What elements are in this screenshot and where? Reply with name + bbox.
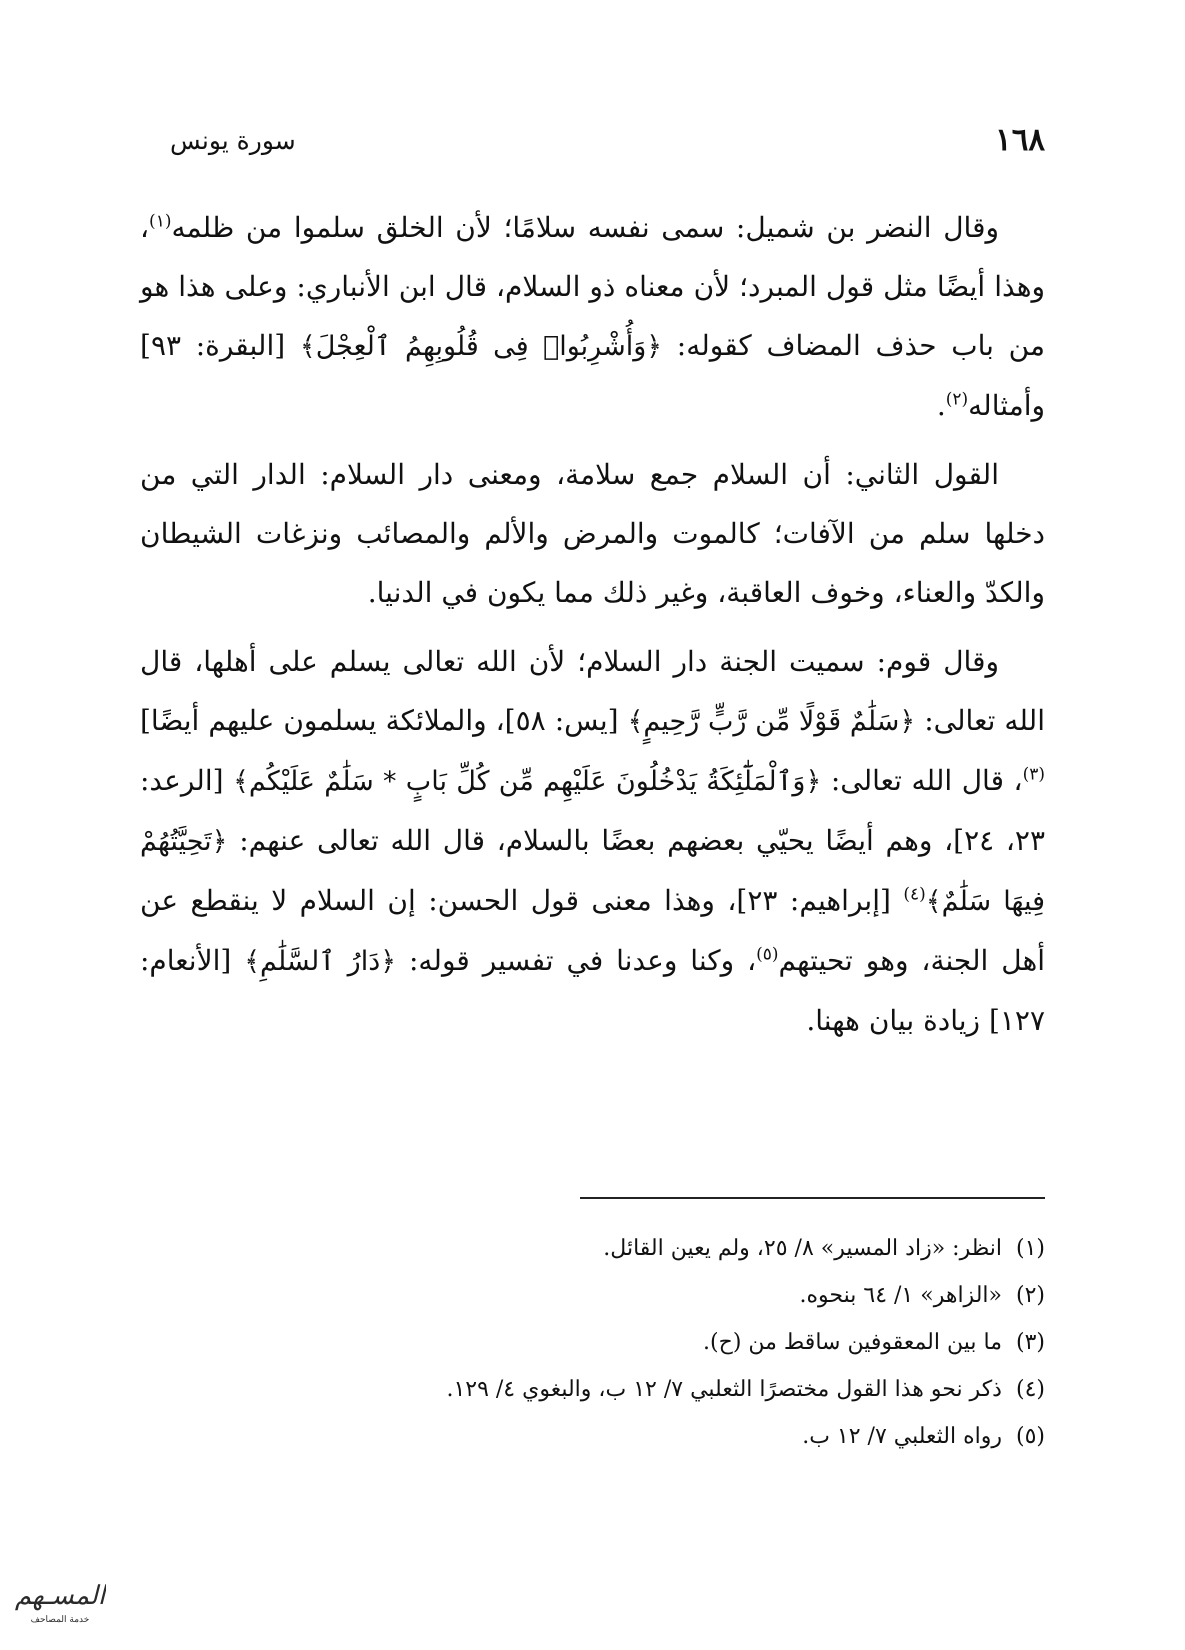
main-text — [140, 198, 1045, 1060]
running-title: سورة يونس — [170, 126, 296, 155]
footnote-4 — [200, 1366, 1045, 1413]
paragraph-3-text-g: [الأنعام: ١٢٧] زيادة بيان ههنا. — [140, 944, 1045, 1037]
footnote-1 — [200, 1225, 1045, 1272]
footnote-text: «الزاهر» ١/ ٦٤ بنحوه. — [799, 1283, 1002, 1308]
footnote-ref-2: (٢) — [945, 389, 969, 410]
paragraph-1-text-c: [البقرة: ٩٣] وأمثاله — [140, 329, 1045, 422]
watermark-logo-subtext: خدمة المصاحف — [30, 1615, 90, 1625]
footnote-number: (٢) — [1015, 1283, 1045, 1308]
paragraph-3-text-c: ، قال الله تعالى: — [821, 764, 1023, 797]
quran-verse: ﴿وَٱلْمَلَٰٓئِكَةُ يَدْخُلُونَ عَلَيْهِم مِّن كُلِّ بَابٍ * سَلَٰمٌ عَلَيْكُم﴾ — [233, 766, 822, 797]
footnote-5 — [200, 1413, 1045, 1460]
paragraph-3-text-d: [الرعد: ٢٣، ٢٤]، وهم أيضًا يحيّي بعضهم بعضًا بالسلام، قال الله تعالى عنهم: — [140, 764, 1045, 857]
quran-verse: ﴿وَأُشْرِبُوا۟ فِى قُلُوبِهِمُ ٱلْعِجْلَ﴾ — [299, 331, 663, 362]
paragraph-3-text-f: ، وكنا وعدنا في تفسير قوله: — [396, 944, 757, 977]
page-number: ١٦٨ — [995, 122, 1045, 158]
watermark-logo — [14, 1570, 106, 1630]
footnote-number: (٣) — [1015, 1330, 1045, 1355]
paragraph-3 — [140, 632, 1045, 1050]
paragraph-3-text-e: [إبراهيم: ٢٣]، وهذا معنى قول الحسن: إن السلام لا ينقطع عن أهل الجنة، وهو تحيتهم — [140, 884, 1045, 977]
footnote-ref-1: (١) — [149, 211, 172, 232]
paragraph-3-text-a: وقال قوم: سميت الجنة دار السلام؛ لأن الله تعالى يسلم على أهلها، قال الله تعالى: — [140, 645, 1045, 737]
footnote-divider — [580, 1197, 1045, 1199]
footnote-text: ذكر نحو هذا القول مختصرًا الثعلبي ٧/ ١٢ ب، والبغوي ٤/ ١٢٩. — [446, 1377, 1002, 1402]
footnote-text: رواه الثعلبي ٧/ ١٢ ب. — [802, 1424, 1002, 1449]
quran-verse: ﴿سَلَٰمٌ قَوْلًا مِّن رَّبٍّ رَّحِيمٍ﴾ — [627, 706, 916, 737]
footnote-2 — [200, 1272, 1045, 1319]
footnote-number: (٥) — [1015, 1424, 1045, 1449]
paragraph-3-text-b: [يس: ٥٨]، والملائكة يسلمون عليهم أيضًا] — [140, 704, 628, 737]
page-header — [170, 122, 1045, 172]
paragraph-1-text-d: . — [936, 389, 946, 422]
paragraph-1 — [140, 198, 1045, 435]
paragraph-2: القول الثاني: أن السلام جمع سلامة، ومعنى دار السلام: الدار التي من دخلها سلم من الآفات؛ كالموت والمرض والألم والمصائب ونزغات الشيطان والكدّ والعناء، وخوف العاقبة، وغير ذلك مما يكون في الدنيا. — [140, 458, 1045, 609]
footnotes — [200, 1225, 1045, 1460]
footnote-text: انظر: «زاد المسير» ٨/ ٢٥، ولم يعين القائل. — [603, 1236, 1002, 1261]
watermark-logo-text: المسـهم — [14, 1581, 106, 1611]
footnote-ref-3: (٣) — [1022, 764, 1046, 785]
footnote-ref-5: (٥) — [756, 944, 779, 965]
footnote-number: (١) — [1015, 1236, 1045, 1261]
footnote-ref-4: (٤) — [903, 884, 926, 905]
quran-verse: ﴿تَحِيَّتُهُمْ فِيهَا سَلَٰمٌ﴾ — [140, 826, 1045, 917]
quran-verse: ﴿دَارُ ٱلسَّلَٰمِ﴾ — [244, 946, 397, 977]
paragraph-1-text-a: وقال النضر بن شميل: سمى نفسه سلامًا؛ لأن الخلق سلموا من ظلمه — [171, 211, 999, 244]
footnote-text: ما بين المعقوفين ساقط من (ح). — [703, 1330, 1002, 1355]
footnote-number: (٤) — [1015, 1377, 1045, 1402]
paragraph-1-text-b: ، وهذا أيضًا مثل قول المبرد؛ لأن معناه ذو السلام، قال ابن الأنباري: وعلى هذا هو من باب حذف المضاف كقوله: — [140, 211, 1045, 362]
footnote-3 — [200, 1319, 1045, 1366]
